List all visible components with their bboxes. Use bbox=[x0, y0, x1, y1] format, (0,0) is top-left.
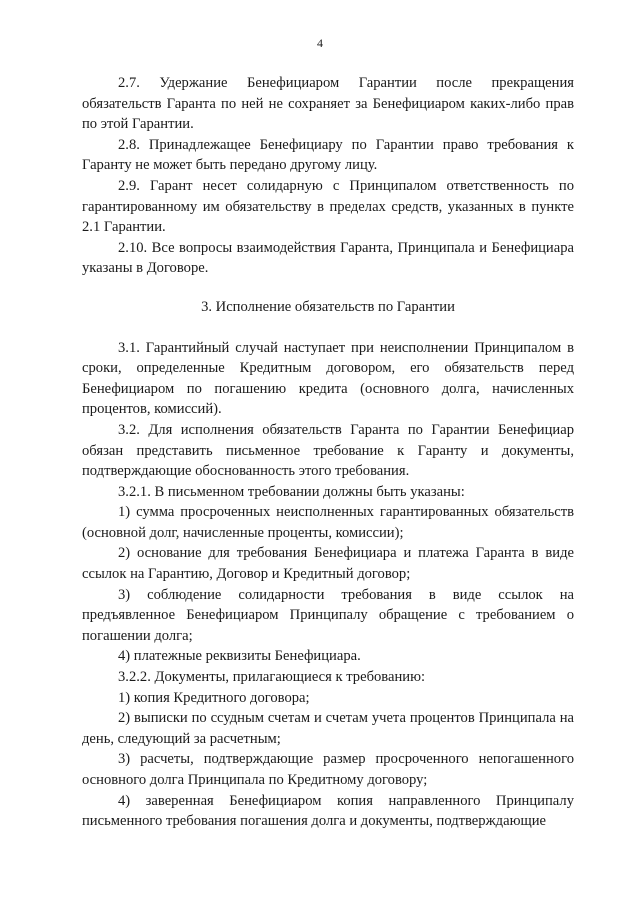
paragraph-3-2-1: 3.2.1. В письменном требовании должны быть указаны: bbox=[118, 483, 465, 500]
paragraph-2-8: 2.8. Принадлежащее Бенефициару по Гарантии право требования к Гаранту не может быть передано другому лицу. bbox=[82, 136, 574, 174]
paragraph-3-2-2: 3.2.2. Документы, прилагающиеся к требованию: bbox=[118, 669, 426, 686]
paragraph-3-1: 3.1. Гарантийный случай наступает при неисполнении Принципалом в сроки, определенные Кредитным договором, его обязательств перед Бенефициаром по погашению кредита (основного долга, начисленных процентов, комиссий). bbox=[82, 339, 574, 418]
list-item: 2) основание для требования Бенефициара и платежа Гаранта в виде ссылок на Гарантию, Договор и Кредитный договор; bbox=[82, 545, 574, 583]
list-item: 1) копия Кредитного договора; bbox=[118, 689, 310, 706]
list-item: 1) сумма просроченных неисполненных гарантированных обязательств (основной долг, начисленные проценты, комиссии); bbox=[82, 504, 574, 541]
paragraph-2-7: 2.7. Удержание Бенефициаром Гарантии после прекращения обязательств Гаранта по ней не сохраняет за Бенефициаром каких-либо прав по этой Гарантии. bbox=[82, 75, 574, 133]
page-number: 4 bbox=[317, 36, 323, 50]
paragraph-2-10: 2.10. Все вопросы взаимодействия Гаранта, Принципала и Бенефициара указаны в Договоре. bbox=[82, 239, 574, 277]
list-item: 3) соблюдение солидарности требования в виде ссылок на предъявленное Бенефициаром Принципалу обращение с требованием о погашении долга; bbox=[82, 586, 574, 644]
document-body bbox=[82, 73, 574, 832]
list-item: 2) выписки по ссудным счетам и счетам учета процентов Принципала на день, следующий за расчетным; bbox=[82, 710, 574, 747]
list-item: 4) заверенная Бенефициаром копия направленного Принципалу письменного требования погашения долга и документы, подтверждающие bbox=[82, 792, 574, 830]
section-heading: 3. Исполнение обязательств по Гарантии bbox=[201, 298, 455, 315]
list-item: 3) расчеты, подтверждающие размер просроченного непогашенного основного долга Принципала по Кредитному договору; bbox=[82, 751, 574, 788]
paragraph-2-9: 2.9. Гарант несет солидарную с Принципалом ответственность по гарантированному им обязательству в пределах средств, указанных в пункте 2.1 Гарантии. bbox=[82, 177, 574, 236]
paragraph-3-2: 3.2. Для исполнения обязательств Гаранта по Гарантии Бенефициар обязан представить письменное требование к Гаранту и документы, подтверждающие обоснованность этого требования. bbox=[82, 421, 574, 480]
list-item: 4) платежные реквизиты Бенефициара. bbox=[118, 648, 361, 665]
